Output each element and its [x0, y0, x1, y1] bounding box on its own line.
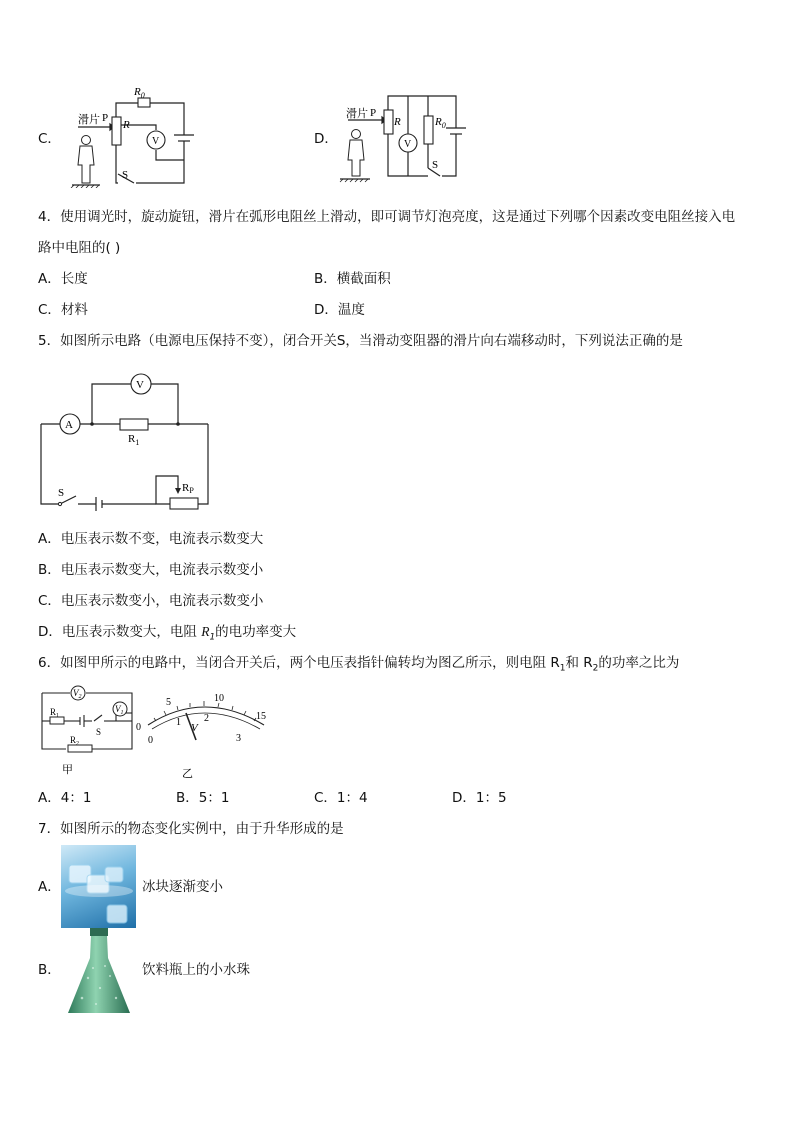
- person-icon: [340, 130, 370, 183]
- q3-option-c-diagram: [66, 85, 196, 188]
- q4-stem-line1: 4．使用调光时，旋动旋钮，滑片在弧形电阻丝上滑动，即可调节灯泡亮度，这是通过下列哪个因素改变电阻丝接入电: [38, 209, 736, 225]
- meter-tick-10: 10: [214, 693, 224, 704]
- q3-option-c-label: C．: [38, 131, 61, 147]
- q7-stem: 7．如图所示的物态变化实例中，由于升华形成的是: [38, 821, 344, 837]
- q6-circuit-jia: [42, 686, 132, 776]
- bottle-image: [60, 928, 138, 1013]
- meter-tick-15: 15: [256, 711, 266, 722]
- voltmeter-label: V: [404, 139, 412, 150]
- q5-option-a[interactable]: A．电压表示数不变，电流表示数变大: [38, 531, 264, 547]
- q6-option-b[interactable]: B．5：1: [176, 790, 230, 806]
- v1-sub: 1: [120, 710, 124, 716]
- q4-option-d[interactable]: D．温度: [314, 302, 365, 318]
- q5-option-d-r: R: [201, 624, 210, 639]
- switch-label: S: [432, 159, 439, 171]
- r1-label: R: [128, 433, 136, 445]
- q7-option-b-text: 饮料瓶上的小水珠: [142, 962, 250, 978]
- q5-option-d[interactable]: [38, 622, 296, 648]
- q7-option-a-text: 冰块逐渐变小: [142, 879, 223, 895]
- q7-option-b-label[interactable]: B．: [38, 962, 61, 978]
- v2-label: V: [73, 688, 79, 698]
- ice-cubes-image: [61, 845, 136, 928]
- q5-option-b[interactable]: B．电压表示数变大，电流表示数变小: [38, 562, 264, 578]
- voltmeter-label: V: [152, 136, 160, 147]
- switch-label: S: [96, 727, 102, 737]
- svg-text:R0: [133, 86, 145, 100]
- q4-stem-line2: 路中电阻的( ): [38, 240, 121, 256]
- slider-label: 滑片: [78, 114, 100, 126]
- q6-option-c[interactable]: C．1：4: [314, 790, 368, 806]
- q6-option-d[interactable]: D．1：5: [452, 790, 507, 806]
- q5-stem: 5．如图所示电路（电源电压保持不变），闭合开关S，当滑动变阻器的滑片向右端移动时，下列说法正确的是: [38, 333, 683, 349]
- label-yi: 乙: [182, 768, 193, 780]
- meter-v-label: V: [191, 722, 198, 734]
- svg-text:RP: [182, 482, 194, 495]
- v1-label: V: [115, 704, 121, 714]
- q6-voltmeter-dial: [136, 693, 266, 780]
- meter-zero-top: 0: [136, 722, 141, 733]
- svg-text:R1: [128, 433, 139, 447]
- r0-label: R: [134, 86, 141, 98]
- meter-tick-0: 0: [148, 735, 153, 746]
- r1-sub: 1: [56, 713, 60, 719]
- q6-figure: [36, 685, 266, 780]
- q4-option-b[interactable]: B．横截面积: [314, 271, 391, 287]
- q6-stem-sub2: 2: [592, 663, 599, 674]
- p-label: P: [102, 112, 109, 124]
- r2-sub: 2: [76, 741, 80, 747]
- q6-stem-mid: 和 R: [565, 655, 593, 671]
- q5-option-d-suffix: 的电功率变大: [215, 624, 297, 640]
- switch-label: S: [122, 169, 129, 181]
- label-jia: 甲: [62, 764, 73, 776]
- q5-option-d-prefix: D．电压表示数变大，电阻: [38, 624, 202, 640]
- voltmeter-label: V: [136, 379, 144, 391]
- q5-option-c[interactable]: C．电压表示数变小，电流表示数变小: [38, 593, 264, 609]
- q7-option-a-label[interactable]: A．: [38, 879, 61, 895]
- q6-stem-suffix: 的功率之比为: [598, 655, 680, 671]
- ammeter-label: A: [65, 419, 73, 431]
- switch-label: S: [58, 487, 65, 499]
- q6-option-a[interactable]: A．4：1: [38, 790, 92, 806]
- q4-option-a[interactable]: A．长度: [38, 271, 88, 287]
- rp-label: R: [182, 482, 190, 494]
- v2-sub: 2: [78, 694, 82, 700]
- q5-option-d-sub: 1: [209, 632, 216, 643]
- q5-circuit-diagram: [36, 366, 216, 511]
- slider-label: 滑片: [346, 108, 368, 120]
- r0-label: R: [435, 116, 442, 128]
- q3-option-d-label: D．: [314, 131, 338, 147]
- r2-label: R: [70, 735, 77, 745]
- meter-tick-5: 5: [166, 697, 171, 708]
- meter-tick-1: 1: [176, 717, 181, 728]
- r-label: R: [123, 119, 130, 131]
- q6-stem-sub1: 1: [559, 663, 566, 674]
- p-label: P: [370, 107, 377, 119]
- meter-tick-2: 2: [204, 713, 209, 724]
- r1-label: R: [50, 707, 57, 717]
- q3-option-d-diagram: [336, 88, 466, 188]
- r0-sub: 0: [441, 121, 446, 130]
- q6-stem: [38, 653, 679, 679]
- svg-text:R0: [434, 116, 446, 130]
- q4-option-c[interactable]: C．材料: [38, 302, 88, 318]
- rp-sub: P: [189, 486, 194, 495]
- meter-tick-3: 3: [236, 733, 241, 744]
- q6-stem-prefix: 6．如图甲所示的电路中，当闭合开关后，两个电压表指针偏转均为图乙所示，则电阻 R: [38, 655, 560, 671]
- person-icon: [71, 136, 100, 189]
- r0-sub: 0: [140, 91, 145, 100]
- r-label: R: [394, 116, 401, 128]
- r1-sub: 1: [135, 438, 140, 447]
